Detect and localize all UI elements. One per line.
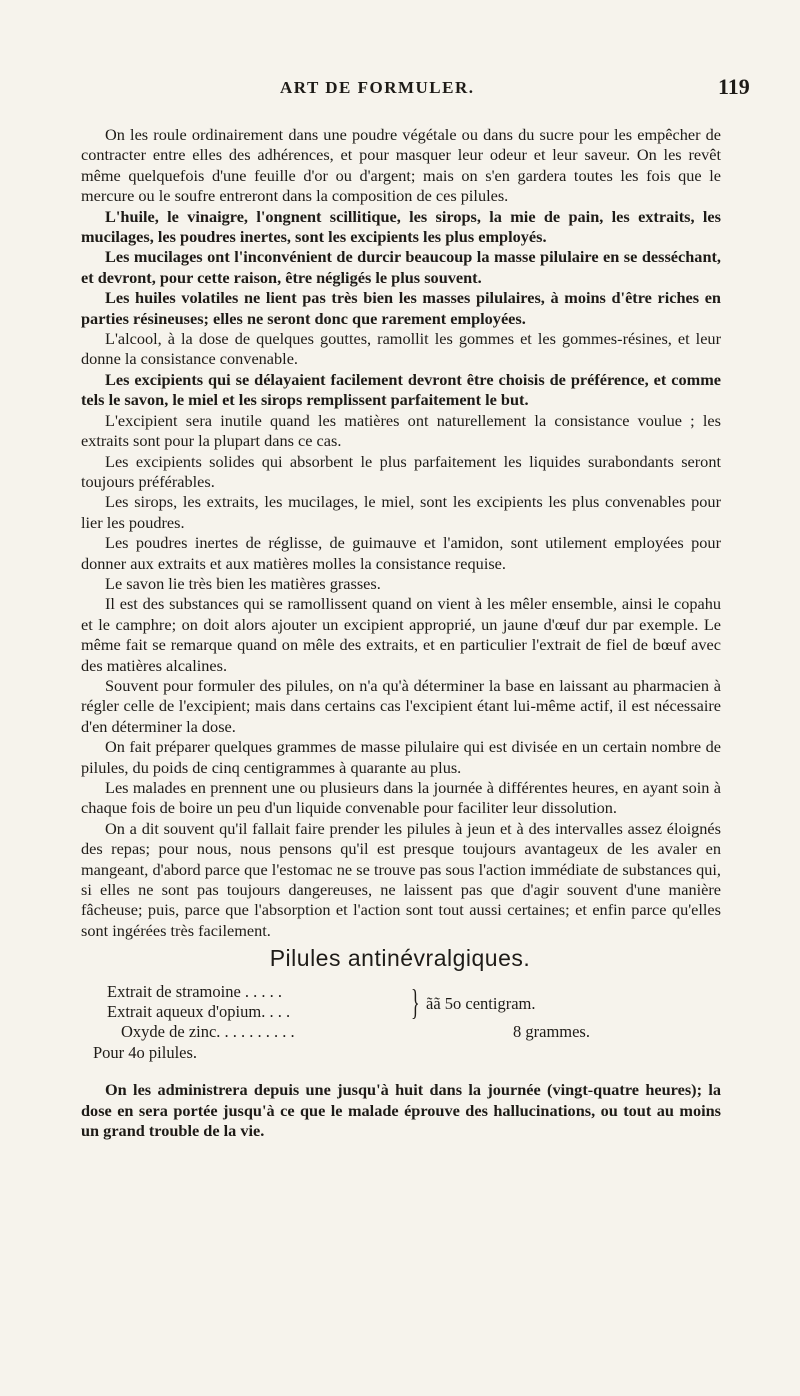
ingredient-name: Oxyde de zinc. . . . . . . . . . <box>121 1022 295 1041</box>
running-head: ART DE FORMULER. <box>280 78 475 97</box>
paragraph: On les roule ordinairement dans une poudre végétale ou dans du sucre pour les empêcher de contracter entre elles des adhérences, et pour masquer leur odeur et leur saveur. On les revêt même quelquefois d'une feuille d'or ou d'argent; mais on s'en gardera toutes les fois que le mercure ou le soufre entreront dans la composition de ces pilules. <box>81 125 721 206</box>
recipe-yield: Pour 4o pilules. <box>93 1043 198 1062</box>
body-text <box>81 125 721 941</box>
ingredient-name: Extrait aqueux d'opium. . . . <box>107 1002 291 1021</box>
paragraph: Les huiles volatiles ne lient pas très bien les masses pilulaires, à moins d'être riches en parties résineuses; elles ne seront donc que rarement employées. <box>81 288 721 328</box>
paragraph: L'huile, le vinaigre, l'ongnent scillitique, les sirops, la mie de pain, les extraits, les mucilages, les poudres inertes, sont les excipients les plus employés. <box>81 206 721 247</box>
closing-paragraph: On les administrera depuis une jusqu'à huit dans la journée (vingt-quatre heures); la dose en sera portée jusqu'à ce que le malade éprouve des hallucinations, ou tout au moins un grand trouble de la vie. <box>81 1080 721 1141</box>
paragraph: Les poudres inertes de réglisse, de guimauve et l'amidon, sont utilement employées pour donner aux extraits et aux matières molles la consistance requise. <box>81 533 721 573</box>
page-number: 119 <box>718 74 750 99</box>
paragraph: L'alcool, à la dose de quelques gouttes, ramollit les gommes et les gommes-résines, et leur donne la consistance convenable. <box>81 329 721 369</box>
grouping-brace: } <box>411 982 420 1022</box>
paragraph: Le savon lie très bien les matières grasses. <box>105 573 381 593</box>
paragraph: Souvent pour formuler des pilules, on n'a qu'à déterminer la base en laissant au pharmacien à régler celle de l'excipient; mais dans certains cas l'excipient étant lui-même actif, il est nécessaire d'en déterminer la dose. <box>81 675 721 736</box>
paragraph: Il est des substances qui se ramollissent quand on vient à les mêler ensemble, ainsi le copahu et le camphre; on doit alors ajouter un excipient approprié, un jaune d'œuf dur par exemple. Le même fait se remarque quand on mêle des extraits, et en particulier l'extrait de fiel de bœuf avec des matières alcalines. <box>81 594 721 675</box>
paragraph: Les excipients qui se délayaient facilement devront être choisis de préférence, et comme tels le savon, le miel et les sirops remplissent parfaitement le but. <box>81 369 721 410</box>
paragraph: L'excipient sera inutile quand les matières ont naturellement la consistance voulue ; les extraits sont pour la plupart dans ce cas. <box>81 410 721 451</box>
paragraph: Les excipients solides qui absorbent le plus parfaitement les liquides surabondants seront toujours préférables. <box>81 451 721 491</box>
paragraph: Les malades en prennent une ou plusieurs dans la journée à différentes heures, en ayant soin à chaque fois de boire un peu d'un liquide convenable pour faciliter leur dissolution. <box>81 778 721 818</box>
recipe-title: Pilules antinévralgiques. <box>269 945 531 971</box>
ingredient-row <box>81 1022 741 1042</box>
paragraph: On fait préparer quelques grammes de masse pilulaire qui est divisée en un certain nombre de pilules, du poids de cinq centigrammes à quarante au plus. <box>81 737 721 777</box>
paragraph: Les mucilages ont l'inconvénient de durcir beaucoup la masse pilulaire en se desséchant, et devront, pour cette raison, être négligés le plus souvent. <box>81 247 721 287</box>
paragraph: Les sirops, les extraits, les mucilages, le miel, sont les excipients les plus convenables pour lier les poudres. <box>81 492 721 532</box>
ingredient-name: Extrait de stramoine . . . . . <box>107 982 283 1001</box>
ingredient-quantity: 8 grammes. <box>513 1022 590 1041</box>
paragraph: On a dit souvent qu'il fallait faire prender les pilules à jeun et à des intervalles assez éloignés des repas; pour nous, nous pensons qu'il est presque toujours avantageux de les avaler en mangeant, d'abord parce que l'estomac ne se trouve pas sous l'action immédiate de substances qui, si elles ne sont pas toujours dangereuses, ne laissent pas que d'agir souvent d'une manière fâcheuse; puis, parce que l'absorption et l'action sont tout aussi certaines; et enfin parce qu'elles sont ingérées très facilement. <box>81 818 721 940</box>
shared-quantity: ãã 5o centigram. <box>426 994 536 1013</box>
